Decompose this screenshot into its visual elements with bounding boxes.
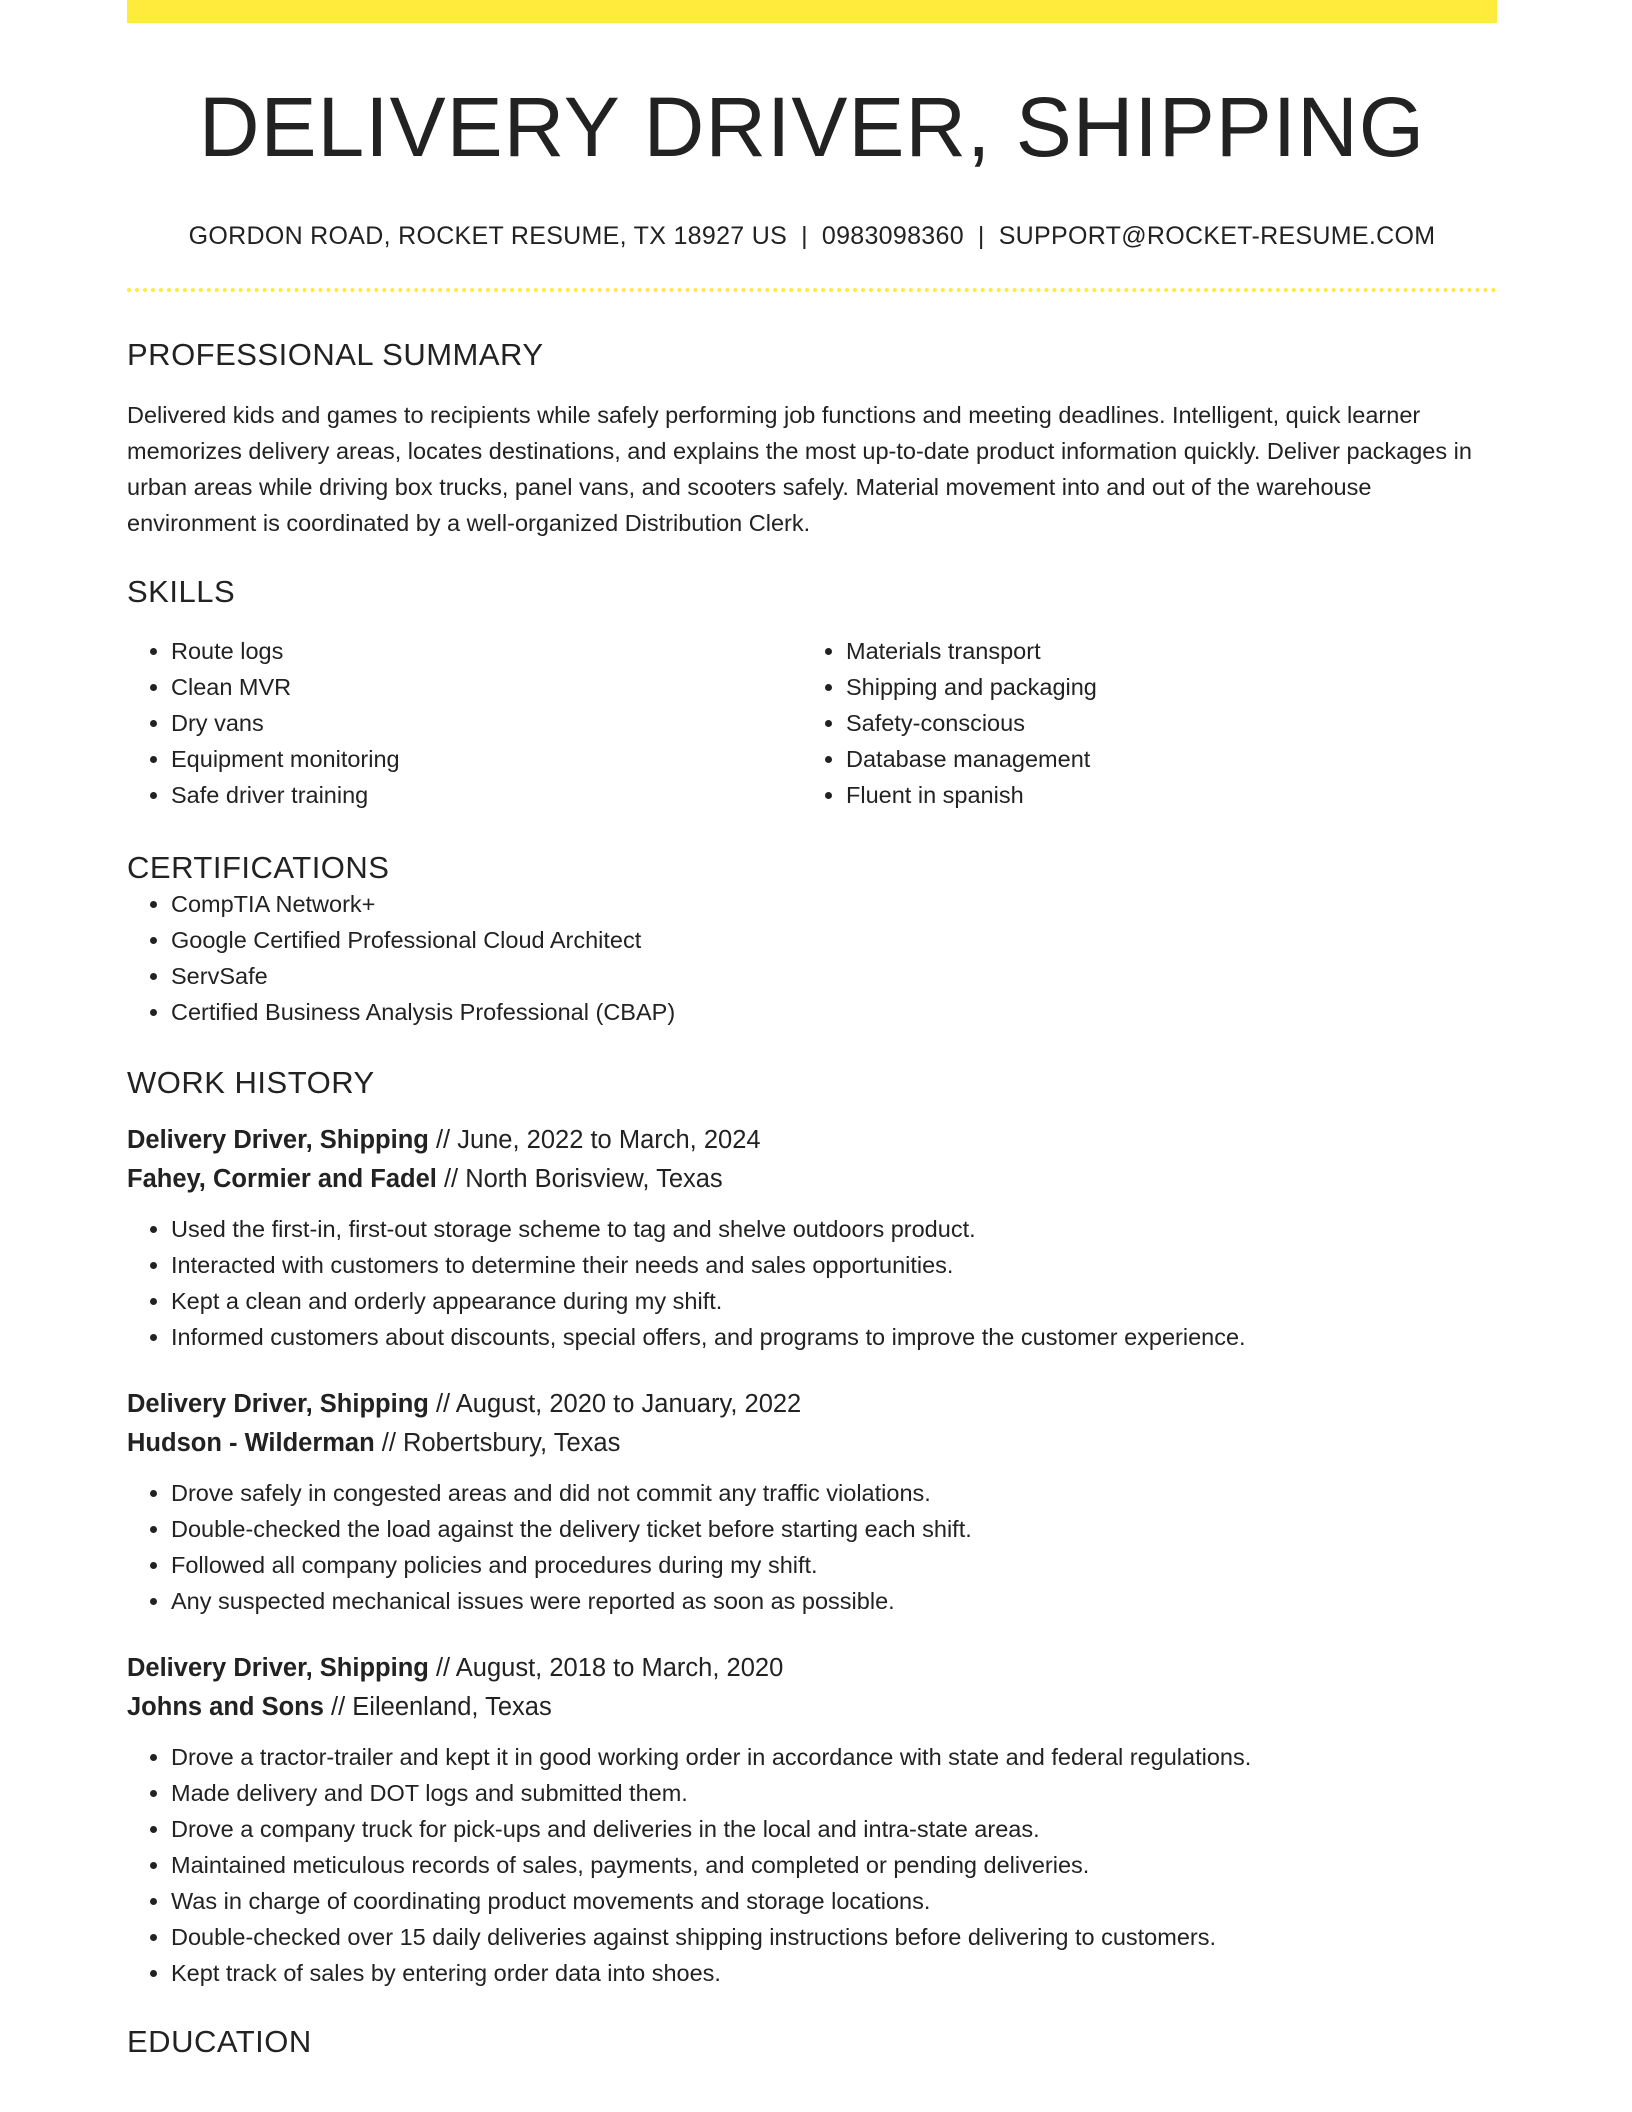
job-duty: • Interacted with customers to determine their needs and sales opportunities. — [171, 1247, 1497, 1283]
job-company-line — [127, 1688, 1497, 1727]
job-duty: • Maintained meticulous records of sales, payments, and completed or pending deliveries. — [171, 1847, 1497, 1883]
skill-item: • Materials transport — [846, 633, 1477, 669]
education-heading: EDUCATION — [127, 2023, 312, 2059]
job-location: // Eileenland, Texas — [323, 1692, 552, 1721]
job-duty: • Drove safely in congested areas and did not commit any traffic violations. — [171, 1475, 1497, 1511]
skills-heading: SKILLS — [127, 574, 236, 610]
skills-list-left — [127, 633, 802, 813]
contact-address: GORDON ROAD, ROCKET RESUME, TX 18927 US — [188, 222, 788, 251]
skill-item: • Database management — [846, 741, 1477, 777]
job-entry — [127, 1649, 1497, 1991]
skills-columns — [127, 633, 1497, 813]
skills-list-right — [802, 633, 1477, 813]
job-duty: • Any suspected mechanical issues were reported as soon as possible. — [171, 1583, 1497, 1619]
job-duty: • Was in charge of coordinating product movements and storage locations. — [171, 1883, 1497, 1919]
job-duty: • Drove a company truck for pick-ups and deliveries in the local and intra-state areas. — [171, 1811, 1497, 1847]
job-position: Delivery Driver, Shipping — [127, 1389, 429, 1418]
job-position-line — [127, 1385, 1497, 1424]
skill-item: • Clean MVR — [171, 669, 802, 705]
summary-heading: PROFESSIONAL SUMMARY — [127, 337, 544, 373]
job-position: Delivery Driver, Shipping — [127, 1653, 429, 1682]
certification-item: • Google Certified Professional Cloud Architect — [171, 922, 1497, 958]
job-dates: // June, 2022 to March, 2024 — [428, 1125, 761, 1154]
job-duty: • Made delivery and DOT logs and submitted them. — [171, 1775, 1497, 1811]
certification-item: • Certified Business Analysis Professional (CBAP) — [171, 994, 1497, 1030]
skill-item: • Fluent in spanish — [846, 777, 1477, 813]
skill-item: • Dry vans — [171, 705, 802, 741]
job-position-line — [127, 1121, 1497, 1160]
job-duty: • Drove a tractor-trailer and kept it in good working order in accordance with state and federal regulations. — [171, 1739, 1497, 1775]
skill-item: • Route logs — [171, 633, 802, 669]
certification-item: • ServSafe — [171, 958, 1497, 994]
job-company-line — [127, 1160, 1497, 1199]
skill-item: • Shipping and packaging — [846, 669, 1477, 705]
skill-item: • Safety-conscious — [846, 705, 1477, 741]
job-position-line — [127, 1649, 1497, 1688]
work-history-heading: WORK HISTORY — [127, 1064, 375, 1100]
job-position: Delivery Driver, Shipping — [127, 1125, 429, 1154]
certifications-heading: CERTIFICATIONS — [127, 849, 390, 885]
job-company: Fahey, Cormier and Fadel — [127, 1164, 437, 1193]
contact-email: SUPPORT@ROCKET-RESUME.COM — [998, 222, 1436, 251]
job-duties-list — [127, 1475, 1497, 1619]
job-duty: • Double-checked the load against the delivery ticket before starting each shift. — [171, 1511, 1497, 1547]
job-entry — [127, 1121, 1497, 1355]
job-duty: • Double-checked over 15 daily deliveries against shipping instructions before delivering to customers. — [171, 1919, 1497, 1955]
job-location: // North Borisview, Texas — [436, 1164, 723, 1193]
certification-item: • CompTIA Network+ — [171, 886, 1497, 922]
certifications-list — [127, 886, 1497, 1030]
summary-text: Delivered kids and games to recipients while safely performing job functions and meeting deadlines. Intelligent, quick learner memorizes delivery areas, locates destinations, and explains the most up-to-date product information quickly. Deliver packages in urban areas while driving box trucks, panel vans, and scooters safely. Material movement into and out of the warehouse environment is coordinated by a well-organized Distribution Clerk. — [127, 402, 1472, 537]
job-duty: • Followed all company policies and procedures during my shift. — [171, 1547, 1497, 1583]
resume-content — [127, 0, 1497, 2060]
contact-phone: 0983098360 — [821, 222, 964, 251]
top-accent-bar — [127, 0, 1497, 23]
job-duty: • Kept track of sales by entering order data into shoes. — [171, 1955, 1497, 1991]
job-company: Johns and Sons — [127, 1692, 324, 1721]
job-entry — [127, 1385, 1497, 1619]
job-company-line — [127, 1424, 1497, 1463]
job-duty: • Used the first-in, first-out storage scheme to tag and shelve outdoors product. — [171, 1211, 1497, 1247]
job-dates: // August, 2020 to January, 2022 — [428, 1389, 802, 1418]
job-duty: • Informed customers about discounts, special offers, and programs to improve the customer experience. — [171, 1319, 1497, 1355]
contact-separator: | — [801, 222, 808, 251]
skill-item: • Equipment monitoring — [171, 741, 802, 777]
job-location: // Robertsbury, Texas — [374, 1428, 621, 1457]
job-duties-list — [127, 1739, 1497, 1991]
candidate-title: DELIVERY DRIVER, SHIPPING — [198, 80, 1426, 174]
contact-line — [127, 221, 1497, 251]
job-duty: • Kept a clean and orderly appearance during my shift. — [171, 1283, 1497, 1319]
header-divider — [127, 288, 1497, 292]
contact-separator: | — [977, 222, 985, 251]
job-dates: // August, 2018 to March, 2020 — [428, 1653, 784, 1682]
skill-item: • Safe driver training — [171, 777, 802, 813]
job-duties-list — [127, 1211, 1497, 1355]
job-company: Hudson - Wilderman — [127, 1428, 375, 1457]
